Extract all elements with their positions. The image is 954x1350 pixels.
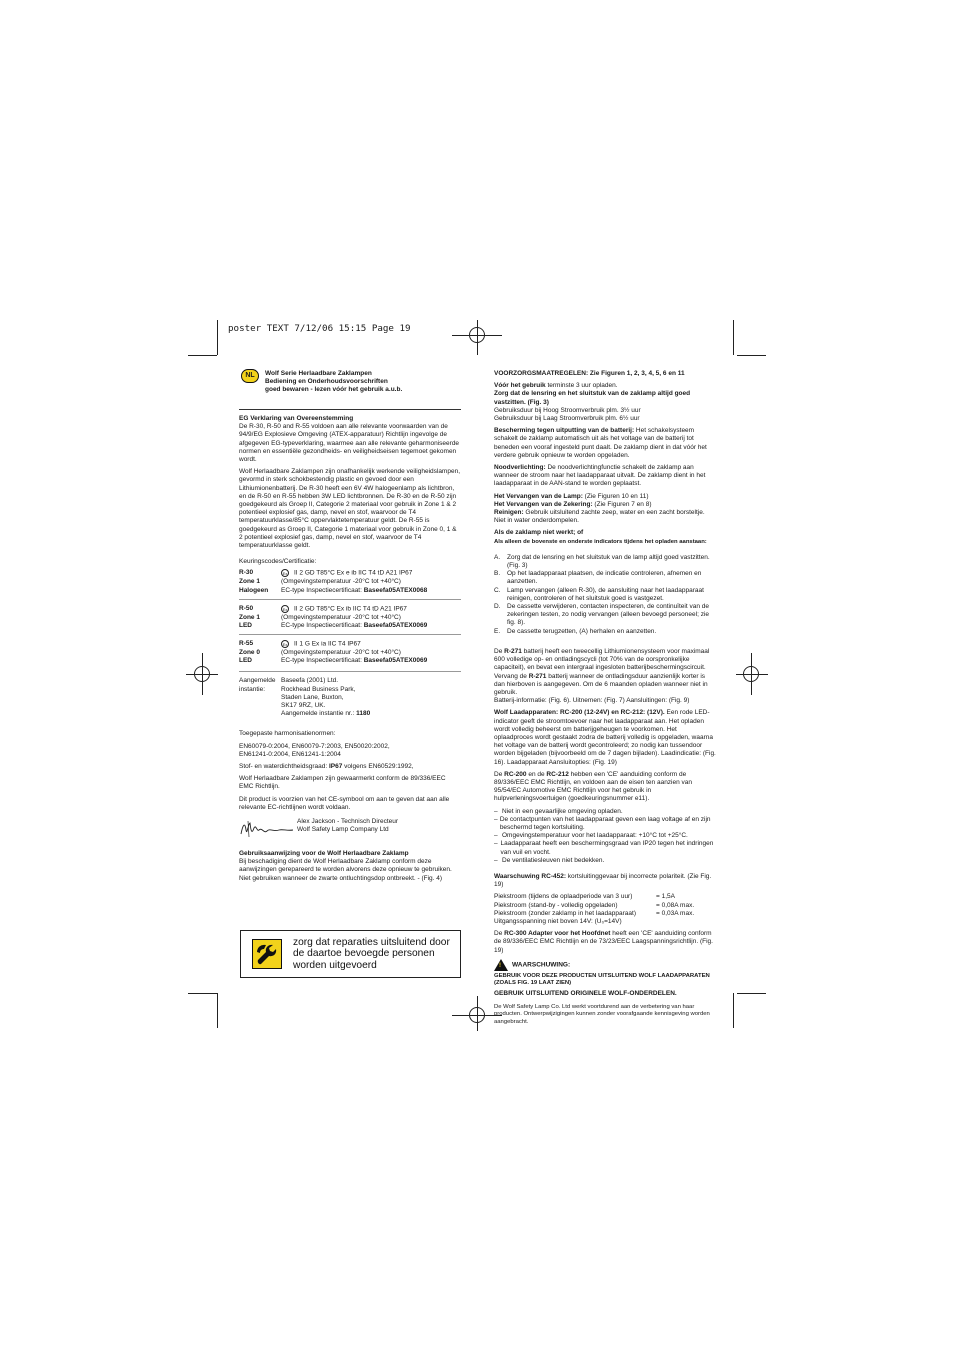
list-text: Lamp vervangen (alleen R-30), de aansluiting naar het laadapparaat reinigen, controleren of het sluitstuk goed is vastgezet. — [507, 586, 704, 602]
paragraph: Wolf Herlaadbare Zaklampen zijn onafhankelijk werkende veiligheidslampen, gevormd in sterk schokbestendig plastic en gevoed door een Lithiumionenbatterij. De R-30 heeft een 6V 4W halogeenlamp als lichtbron, en de R-50 en R-55 hebben 3W LED lichtbronnen. De R-30 en de R-50 zijn goedgekeurd als Groep II, Categorie 2 materiaal voor gebruik in Zone 1 & 2 potentieel explosief gas, damp, nevel en stof, waarvoor de T4 temperatuurklasse/85°C oppervlaktetemperatuur geldt. De R-55 is goedgekeurd as Groep II, Categorie 1 materiaal voor gebruik in Zone 0, 1 & 2 potentieel explosief gas, damp, nevel en stof, waarvoor de T4 temperatuurklasse geldt. — [239, 468, 460, 550]
list-item — [494, 554, 716, 570]
signature-block — [239, 818, 461, 840]
cert-number: Baseefa05ATEX0068 — [363, 586, 428, 594]
section-title: VOORZORGSMAATREGELEN: Zie Figuren 1, 2, 3, 4, 5, 6 en 11 — [494, 370, 685, 377]
cert-block — [239, 569, 461, 594]
label: Aangemelde instantie nr.: — [281, 710, 357, 718]
crop-mark — [737, 993, 766, 994]
current-table — [494, 893, 716, 918]
label: Keuringscodes/Certificatie: — [239, 558, 317, 566]
list-item — [494, 587, 716, 603]
norms-line: EN61241-0:2004, EN61241-1:2004 — [239, 750, 341, 758]
title-line: goed bewaren - lezen vóór het gebruik a.u.b. — [265, 386, 403, 394]
text: Het Vervangen van de Lamp: — [494, 492, 583, 500]
ex-icon: Ex — [282, 606, 288, 612]
text: Bescherming tegen uitputting van de batterij: — [494, 427, 635, 435]
text: Vóór het gebruik — [494, 382, 546, 390]
list-marker: C. — [494, 586, 501, 594]
notified-body — [239, 677, 461, 718]
cert-key: R-50 — [239, 604, 254, 612]
paragraph: Dit product is voorzien van het CE-symbool om aan te geven dat aan alle relevante EC-richtlijnen wordt voldaan. — [239, 795, 450, 811]
text: Gebruiksduur bij Laag Stroomverbruik plm. 6½ uur — [494, 415, 640, 423]
text: Een rode LED-indicator geeft de stroomtoevoer naar het laadapparaat aan. Het opladen wordt volledig beheerst om batterijgeheugen te voorkomen. Het oplaadproces wordt gestaakt zodra de batterij volledig is opgeladen, waarna het voltage van de batterij wordt gecontroleerd; zo nodig kan tussendoor worden bijgeladen (bijvoorbeeld om de 7 dagen bijladen). Laadindicatie: (Fig. 16). Laadapparaat Aansluitopties: (Fig. 19) — [494, 709, 716, 766]
ex-icon: Ex — [282, 571, 288, 577]
list-item: – Laadapparaat heeft een beschermingsgraad van IP20 tegen het indringen van vuil en vocht. — [494, 840, 714, 856]
paragraph: Bij beschadiging dient de Wolf Herlaadbare Zaklamp conform deze aanwijzingen gerepareerd te worden alvorens deze opnieuw te gebruiken. Niet gebruiken wanneer de zwarte ontluchtingsdop ontbreekt. - (Fig. 4) — [239, 858, 452, 882]
cert-key: Zone 0 — [239, 649, 260, 657]
list-text: De cassette terugzetten, (A) herhalen en aanzetten. — [507, 627, 657, 635]
title-block — [265, 370, 461, 395]
footer-note: De Wolf Safety Lamp Co. Ltd werkt voortdurend aan de verbetering van haar producten. Ontwerpwijzigingen kunnen zonder voorafgaande kennisgeving worden aangebracht. — [494, 1003, 710, 1025]
divider — [239, 671, 461, 672]
text: kortsluitinggevaar bij incorrecte polariteit. (Zie Fig. 19) — [494, 872, 712, 889]
title-line: Wolf Serie Herlaadbare Zaklampen — [265, 370, 372, 377]
warning-label: WAARSCHUWING: — [512, 961, 571, 969]
text: De noodverlichtingfunctie schakelt de zaklamp aan wanneer de stroom naar het laadapparaat uitvalt. De zaklamp dient in het laadapparaat in de AAN-stand te worden geplaatst. — [494, 464, 706, 488]
divider — [239, 409, 461, 410]
signatory-company: Wolf Safety Lamp Company Ltd — [297, 826, 389, 834]
text: (Zie Figuren 7 en 8) — [592, 500, 652, 508]
warning-text: zorg dat reparaties uitsluitend door de daartoe bevoegde personen worden uitgevoerd — [293, 936, 450, 971]
table-row: Piekstroom (stand-by - volledig opgeladen) = 0,08A max. — [494, 901, 695, 909]
list-marker: B. — [494, 570, 501, 578]
cert-key: Zone 1 — [239, 578, 260, 586]
language-badge: NL — [241, 369, 259, 383]
cert-key: LED — [239, 621, 252, 629]
left-column — [239, 415, 461, 887]
value: Rockhead Business Park, — [281, 685, 356, 693]
cert-value: EC-type Inspectiecertificaat: — [281, 621, 364, 629]
text: terminste 3 uur opladen. — [545, 382, 618, 390]
cert-block — [239, 640, 461, 665]
crop-mark — [217, 993, 218, 1028]
repair-warning-box — [240, 930, 461, 978]
list-marker: D. — [494, 603, 501, 611]
crop-mark — [217, 320, 218, 355]
text: Het schakelsysteem schakelt de zaklamp automatisch uit als het voltage van de batterij tot beneden een vooraf ingesteld punt daalt. De zaklamp dient in dat vóór het verdere gebruik opnieuw te worden opgeladen. — [494, 427, 707, 459]
text: Zorg dat de lensring en het sluitstuk van de zaklamp altijd goed vastzitten. (Fig. 3) — [494, 390, 691, 406]
crop-mark — [733, 993, 734, 1028]
paragraph: De R-271 batterij heeft een tweecellig Lithiumionensysteem voor maximaal 600 volledige op- en ontladingscycli (tot 70% van de oorspronkelijke capaciteit), en bevat een intergraal ingesloten batterijbeschermingscircuit. Vervang de R-271 batterij wanneer de ontladingsduur aanzienlijk korter is dan hierboven is aangegeven. Om de 6 maanden opladen wanneer niet in gebruik. — [494, 647, 710, 696]
cert-value: II 1 G Ex ia IIC T4 IP67 — [294, 640, 361, 648]
text: (Zie Figuren 10 en 11) — [582, 492, 649, 500]
cert-value: EC-type Inspectiecertificaat: — [281, 657, 364, 665]
cert-value: II 2 GD T85°C Ex e ib IIC T4 tD A21 IP67 — [294, 570, 413, 578]
cert-key: LED — [239, 657, 252, 665]
text: Waarschuwing RC-452: — [494, 872, 566, 880]
list-marker: A. — [494, 553, 501, 561]
text: Wolf Laadapparaten: RC-200 (12-24V) en RC-212: (12V). — [494, 709, 665, 717]
text: Reinigen: — [494, 509, 524, 517]
ex-icon: Ex — [282, 642, 288, 648]
list-item — [494, 628, 716, 636]
paragraph: De R-30, R-50 and R-55 voldoen aan alle relevante voorwaarden van de 94/9/EG Explosieve Omgeving (ATEX-apparatuur) Richtlijn ingevolge de afgegeven EG-typeverklaring, waarmee aan alle relevante geharmoniseerde normen en essentiële gezondheids- en veiligheidseisen tegemoet gekomen wordt. — [239, 423, 460, 464]
label: Aangemelde — [239, 677, 276, 685]
crop-mark — [733, 320, 734, 355]
text: IP67 — [328, 763, 343, 771]
print-header: poster TEXT 7/12/06 15:15 Page 19 — [228, 323, 411, 334]
norms-line: EN60079-0:2004, EN60079-7:2003, EN50020:2002, — [239, 742, 390, 750]
divider — [239, 599, 461, 600]
text: volgens EN60529:1992, — [342, 763, 414, 771]
cert-value: II 2 GD T85°C Ex ib IIC T4 tD A21 IP67 — [294, 605, 407, 613]
value: SK17 9RZ, UK. — [281, 702, 326, 710]
section-title: Gebruiksaanwijzing voor de Wolf Herlaadbare Zaklamp — [239, 850, 409, 858]
crop-mark — [737, 355, 766, 356]
paragraph: De RC-300 Adapter voor het Hoofdnet heeft een 'CE' aanduiding conform de 89/336/EEC EMC Richtlijn en de 73/23/EEC Laagspanningsrichtlijn. (Fig. 19) — [494, 930, 713, 954]
table-row: Piekstroom (tijdens de oplaadperiode van 3 uur) = 1,5A — [494, 893, 675, 901]
signatory-name: Alex Jackson - Technisch Directeur — [297, 818, 399, 826]
text: Batterij-informatie: (Fig. 6). Uitnemen: (Fig. 7) Aansluitingen: (Fig. 9) — [494, 697, 690, 705]
table-row: Piekstroom (zonder zaklamp in het laadapparaat) = 0,03A max. — [494, 909, 695, 917]
list-item — [494, 603, 716, 628]
cert-value: (Omgevingstemperatuur -20°C tot +40°C) — [281, 649, 401, 657]
divider — [239, 634, 461, 635]
signature-icon — [239, 818, 295, 840]
text: Gebruik uitsluitend zachte zeep, water en een zacht borsteltje. Niet in water onderdompelen. — [494, 509, 705, 525]
section-title: Als de zaklamp niet werkt; of — [494, 529, 584, 537]
list-marker: E. — [494, 627, 501, 635]
text: Stof- en waterdichtheidsgraad: — [239, 763, 329, 771]
list-text: De cassette verwijderen, contacten inspecteren, de continuïteit van de zekeringen testen, zo nodig vervangen (alleen bevoegd personeel; zie fig. 8). — [507, 603, 709, 627]
cert-value: (Omgevingstemperatuur -20°C tot +40°C) — [281, 578, 401, 586]
cert-key: R-55 — [239, 640, 254, 648]
list-text: Zorg dat de lensring en het sluitstuk van de lamp altijd goed vastzitten. (Fig. 3) — [507, 553, 710, 570]
crop-mark — [188, 355, 217, 356]
steps-list — [494, 554, 716, 636]
warning-icon: ! — [494, 959, 508, 971]
right-column — [494, 370, 716, 1030]
title-line: Bediening en Onderhoudsvoorschriften — [265, 378, 388, 386]
value: Baseefa (2001) Ltd. — [281, 677, 339, 685]
cert-value: EC-type Inspectiecertificaat: — [281, 586, 364, 594]
cert-number: Baseefa05ATEX0069 — [363, 621, 428, 629]
dash-list — [494, 808, 716, 865]
value: Staden Lane, Buxton, — [281, 693, 344, 701]
list-item: – Omgevingstemperatuur voor het laadapparaat: +10°C tot +25°C. — [494, 832, 688, 840]
cert-value: (Omgevingstemperatuur -20°C tot +40°C) — [281, 613, 401, 621]
cert-key: R-30 — [239, 569, 254, 577]
warning-text: GEBRUIK UITSLUITEND ORIGINELE WOLF-ONDERDELEN. — [494, 989, 677, 997]
text: Uitgangsspanning niet boven 14V: (U₀=14V) — [494, 917, 622, 925]
list-item: – De ventilatiesleuven niet bedekken. — [494, 856, 605, 864]
label: Toegepaste harmonisatienormen: — [239, 730, 336, 738]
cert-block — [239, 605, 461, 630]
list-text: Op het laadapparaat plaatsen, de indicatie controleren, afnemen en aanzetten. — [507, 570, 702, 586]
paragraph: De RC-200 en de RC-212 hebben een 'CE' aanduiding conform de 89/336/EEC EMC Richtlijn, en voldoen aan de eisen ten aanzien van 95/54/EC Automotive EMC Richtlijn voor het gebruik in hulpverleningsvoertuigen (goedkeuringsnummer e11). — [494, 770, 693, 803]
paragraph: Wolf Herlaadbare Zaklampen zijn gewaarmerkt conform de 89/336/EEC EMC Richtlijn. — [239, 775, 446, 791]
value: 1180 — [356, 710, 371, 718]
subtitle: Als alleen de bovenste en onderste indicators tijdens het opladen aanstaan: — [494, 538, 707, 545]
label: instantie: — [239, 685, 266, 693]
list-item — [494, 570, 716, 586]
cert-number: Baseefa05ATEX0069 — [363, 657, 428, 665]
text: Gebruiksduur bij Hoog Stroomverbruik plm. 3½ uur — [494, 406, 641, 414]
warning-text: GEBRUIK VOOR DEZE PRODUCTEN UITSLUITEND WOLF LAADAPPARATEN (ZOALS FIG. 19 LAAT ZIEN) — [494, 972, 710, 987]
cert-key: Halogeen — [239, 586, 269, 594]
cert-key: Zone 1 — [239, 613, 260, 621]
list-item: – Niet in een gevaarlijke omgeving opladen. — [494, 807, 623, 815]
wrench-icon — [252, 939, 282, 969]
crop-mark — [188, 993, 217, 994]
warning-header — [494, 959, 716, 971]
text: Het Vervangen van de Zekering: — [494, 500, 593, 508]
section-title: EG Verklaring van Overeenstemming — [239, 415, 354, 422]
text: Noodverlichting: — [494, 464, 546, 472]
list-item: – De contactpunten van het laadapparaat geven een laag voltage af en zijn beschermd tegen kortsluiting. — [494, 815, 711, 831]
